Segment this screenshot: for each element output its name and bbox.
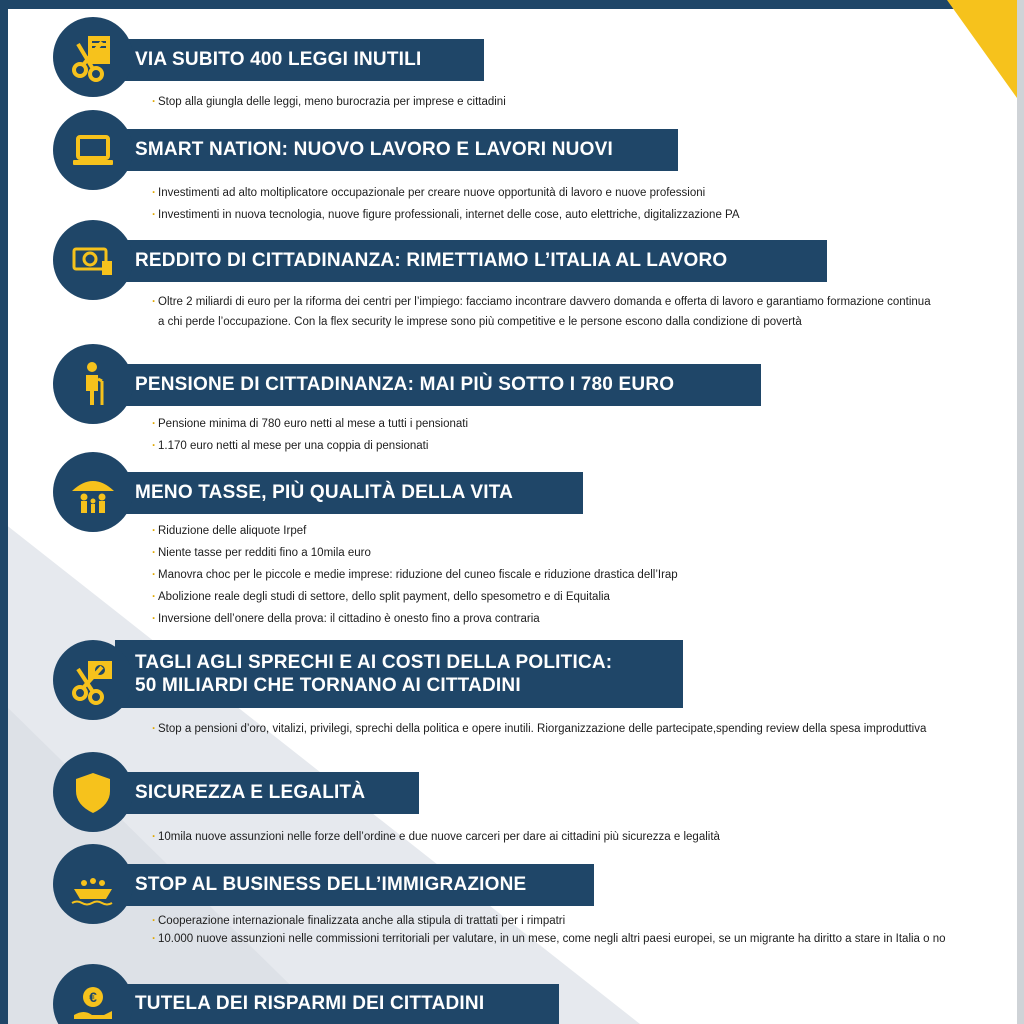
- left-edge: [0, 0, 8, 1024]
- list-item: · Inversione dell’onere della prova: il cittadino è onesto fino a prova contraria: [152, 612, 962, 626]
- list-item: · Stop a pensioni d’oro, vitalizi, privilegi, sprechi della politica e opere inutili. Riorganizzazione delle partecipate,spending review della spesa improduttiva: [152, 720, 962, 738]
- list-item: · Investimenti in nuova tecnologia, nuove figure professionali, internet delle cose, auto elettriche, digitalizzazione PA: [152, 208, 962, 222]
- list-item: · 10.000 nuove assunzioni nelle commissioni territoriali per valutare, in un mese, come negli altri paesi europei, se un migrante ha diritto a stare in Italia o no: [152, 930, 952, 948]
- boat-icon: [53, 844, 133, 924]
- scissors-document-icon: [53, 17, 133, 97]
- section-title-6: [115, 640, 683, 708]
- list-item: · Riduzione delle aliquote Irpef: [152, 524, 962, 538]
- bullet-list-8: [152, 914, 952, 956]
- bullet-list-7: [152, 830, 962, 852]
- bullet-list-5: [152, 524, 962, 634]
- section-title-3: REDDITO DI CITTADINANZA: RIMETTIAMO L’ITALIA AL LAVORO: [115, 240, 827, 282]
- list-item: · Niente tasse per redditi fino a 10mila euro: [152, 546, 962, 560]
- list-item: · Cooperazione internazionale finalizzata anche alla stipula di trattati per i rimpatri: [152, 914, 952, 928]
- money-icon: [53, 220, 133, 300]
- top-bar: [0, 0, 955, 9]
- bullet-list-1: [152, 95, 962, 117]
- elderly-person-icon: [53, 344, 133, 424]
- corner-accent: [947, 0, 1017, 98]
- list-item: · Oltre 2 miliardi di euro per la riforma dei centri per l’impiego: facciamo incontrare davvero domanda e offerta di lavoro e garantiamo formazione continua a chi perde l’occupazione. Con la flex security le imprese sono più competitive e le persone escono dalla condizione di povertà: [152, 292, 932, 332]
- shield-icon: [53, 752, 133, 832]
- section-title-6-line-1: TAGLI AGLI SPRECHI E AI COSTI DELLA POLITICA:: [135, 652, 613, 673]
- laptop-icon: [53, 110, 133, 190]
- right-edge: [1017, 0, 1024, 1024]
- section-title-1: VIA SUBITO 400 LEGGI INUTILI: [115, 39, 484, 81]
- list-item: · Stop alla giungla delle leggi, meno burocrazia per imprese e cittadini: [152, 95, 962, 109]
- list-item: · Abolizione reale degli studi di settore, dello split payment, dello spesometro e di Equitalia: [152, 590, 962, 604]
- scissors-money-icon: [53, 640, 133, 720]
- bullet-list-4: [152, 417, 962, 461]
- list-item: · Investimenti ad alto moltiplicatore occupazionale per creare nuove opportunità di lavoro e nuove professioni: [152, 186, 962, 200]
- section-title-2: SMART NATION: NUOVO LAVORO E LAVORI NUOVI: [115, 129, 678, 171]
- bullet-list-6: [152, 720, 962, 746]
- list-item: · 1.170 euro netti al mese per una coppia di pensionati: [152, 439, 962, 453]
- family-umbrella-icon: [53, 452, 133, 532]
- section-title-4: PENSIONE DI CITTADINANZA: MAI PIÙ SOTTO I 780 EURO: [115, 364, 761, 406]
- bullet-list-3: [152, 292, 932, 340]
- section-title-6-line-2: 50 MILIARDI CHE TORNANO AI CITTADINI: [135, 675, 521, 696]
- section-title-9: TUTELA DEI RISPARMI DEI CITTADINI: [115, 984, 559, 1024]
- section-title-8: STOP AL BUSINESS DELL’IMMIGRAZIONE: [115, 864, 594, 906]
- bullet-list-2: [152, 186, 962, 230]
- svg-text:€: €: [89, 989, 97, 1005]
- list-item: · Manovra choc per le piccole e medie imprese: riduzione del cuneo fiscale e riduzione drastica dell’Irap: [152, 568, 962, 582]
- list-item: · Pensione minima di 780 euro netti al mese a tutti i pensionati: [152, 417, 962, 431]
- section-title-7: SICUREZZA E LEGALITÀ: [115, 772, 419, 814]
- list-item: · 10mila nuove assunzioni nelle forze dell’ordine e due nuove carceri per dare ai cittadini più sicurezza e legalità: [152, 830, 962, 844]
- section-title-5: MENO TASSE, PIÙ QUALITÀ DELLA VITA: [115, 472, 583, 514]
